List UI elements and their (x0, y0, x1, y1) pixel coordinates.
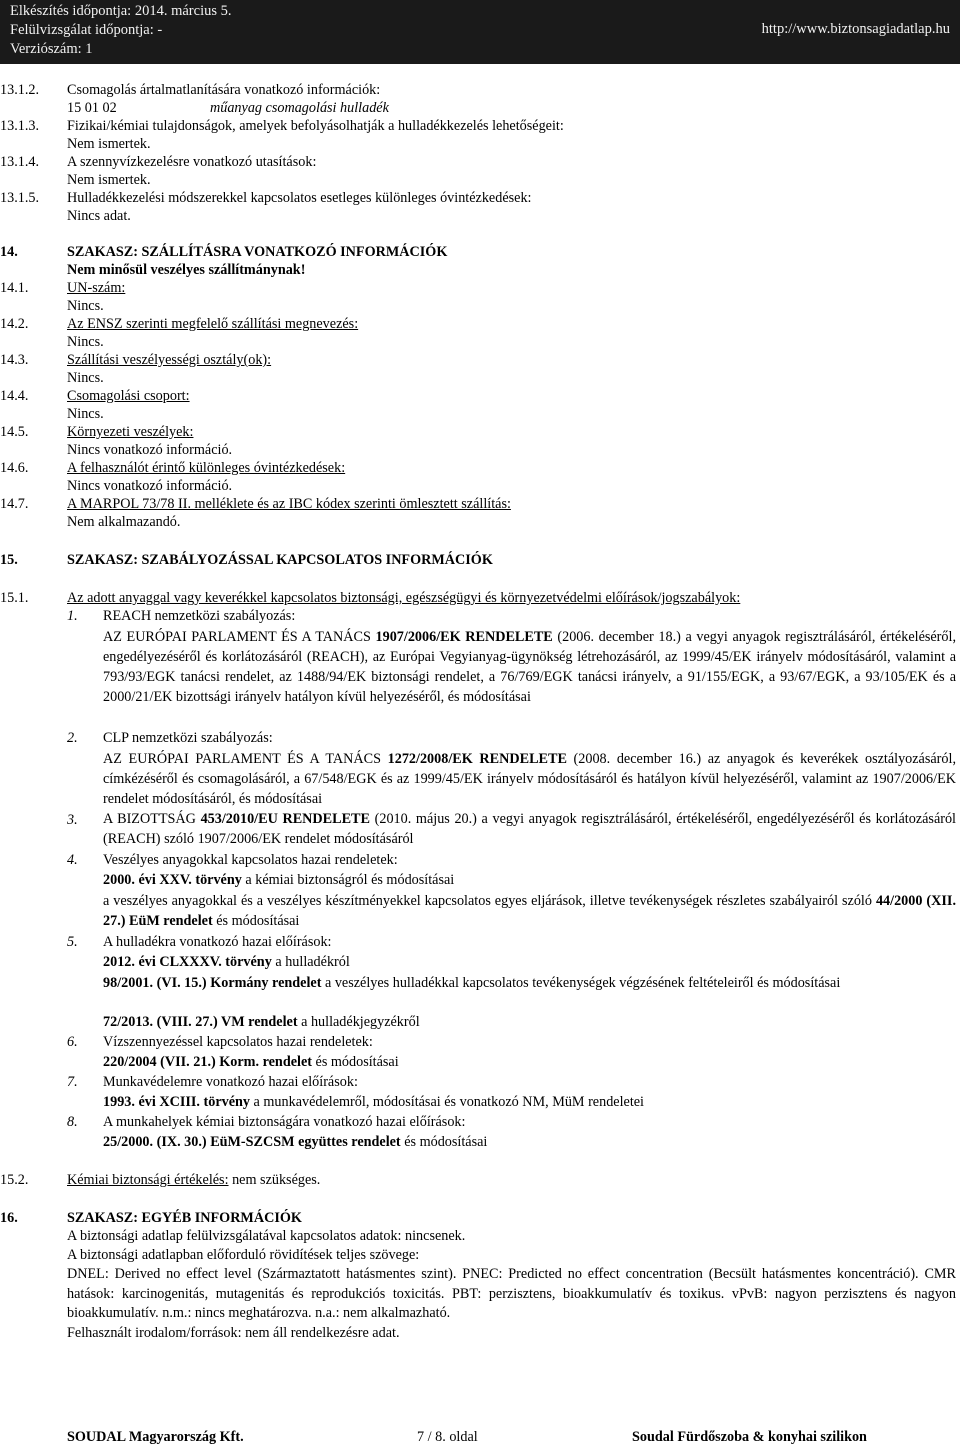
item-title: Csomagolási csoport: (67, 388, 190, 404)
reg-heading: A hulladékra vonatkozó hazai előírások: (103, 934, 332, 950)
footer-company: SOUDAL Magyarország Kft. (67, 1429, 244, 1445)
reg-text: a veszélyes anyagokkal és a veszélyes készítményekkel kapcsolatos egyes eljárások, illetve tevékenységek részletes szabályairól szóló 44/2000 (XII. 27.) EüM rendelet és módosításai (103, 893, 956, 929)
website-link[interactable]: http://www.biztonsagiadatlap.hu (761, 21, 950, 37)
item-title: Kémiai biztonsági értékelés: nem szükséges. (67, 1172, 321, 1188)
item-title: A szennyvízkezelésre vonatkozó utasítások: (67, 154, 317, 170)
item-value: Nem ismertek. (67, 136, 151, 152)
item-title: Az adott anyaggal vagy keverékkel kapcsolatos biztonsági, egészségügyi és környezetvédelmi előírások/jogszabályok: (67, 590, 741, 606)
item-number: 14.7. (0, 496, 29, 512)
item-number: 14.3. (0, 352, 29, 368)
item-value: Nincs. (67, 406, 104, 422)
reg-number: 4. (67, 852, 78, 868)
item-number: 14.2. (0, 316, 29, 332)
item-title: Az ENSZ szerinti megfelelő szállítási megnevezés: (67, 316, 359, 332)
reg-heading: CLP nemzetközi szabályozás: (103, 730, 273, 746)
reg-text: AZ EURÓPAI PARLAMENT ÉS A TANÁCS 1272/2008/EK RENDELETE (2008. december 16.) az anyagok és keverékek osztályozásáról, címkézéséről és csomagolásáról, a 67/548/EGK és az 1999/45/EK irányelv módosításáról és hatályon kívül helyezéséről, valamint az 1907/2006/EK rendelet módosításáról, és módosításai (103, 751, 956, 807)
item-title: Környezeti veszélyek: (67, 424, 194, 440)
reg-heading: Vízszennyezéssel kapcsolatos hazai rendeletek: (103, 1034, 373, 1050)
reg-text: A BIZOTTSÁG 453/2010/EU RENDELETE (2010. május 20.) a vegyi anyagok regisztrálásáról, értékeléséről, engedélyezéséről és korlátozásáról (REACH) szóló 1907/2006/EK rendelet módosításáról (103, 811, 957, 847)
revision-date: Felülvizsgálat időpontja: - (10, 22, 163, 38)
reg-number: 1. (67, 608, 78, 624)
item-value: Nem ismertek. (67, 172, 151, 188)
item-value: Nem alkalmazandó. (67, 514, 181, 530)
reg-law: 2000. évi XXV. törvény a kémiai biztonságról és módosításai (103, 872, 455, 888)
item-title: Hulladékkezelési módszerekkel kapcsolatos esetleges különleges óvintézkedések: (67, 190, 532, 206)
reg-text: AZ EURÓPAI PARLAMENT ÉS A TANÁCS 1907/2006/EK RENDELETE (2006. december 18.) a vegyi anyagok regisztrálásáról, értékeléséről, engedélyezéséről és korlátozásáról (REACH), az Európai Vegyianyag-ügynökség létrehozásáról, az 1999/45/EK irányelv módosításáról, valamint a 793/93/EGK tanácsi rendelet, az 1488/94/EK biztonsági rendelet, a 76/769/EGK tanácsi irányelv, a 91/155/EGK, a 93/67/EGK, a 93/105/EK és a 2000/21/EK bizottsági irányelv hatályon kívül helyezéséről, és módosításai (103, 629, 956, 705)
item-title: A MARPOL 73/78 II. melléklete és az IBC kódex szerinti ömlesztett szállítás: (67, 496, 511, 512)
info-line: A biztonsági adatlapban előforduló rövidítések teljes szövege: (67, 1247, 420, 1263)
reg-law: 25/2000. (IX. 30.) EüM-SZCSM együttes rendelet és módosításai (103, 1134, 488, 1150)
footer-page: 7 / 8. oldal (417, 1429, 478, 1445)
reg-number: 8. (67, 1114, 78, 1130)
reg-law: 72/2013. (VIII. 27.) VM rendelet a hulladékjegyzékről (103, 1014, 420, 1030)
item-number: 15.2. (0, 1172, 29, 1188)
item-value: Nincs. (67, 298, 104, 314)
reg-heading: Veszélyes anyagokkal kapcsolatos hazai rendeletek: (103, 852, 398, 868)
reg-law: 2012. évi CLXXXV. törvény a hulladékról (103, 954, 350, 970)
item-value: Nincs vonatkozó információ. (67, 478, 233, 494)
section-title: SZAKASZ: SZÁLLÍTÁSRA VONATKOZÓ INFORMÁCIÓK (67, 244, 448, 260)
item-value: Nincs. (67, 334, 104, 350)
item-number: 14.6. (0, 460, 29, 476)
transport-note: Nem minősül veszélyes szállítmánynak! (67, 262, 306, 278)
info-line: Felhasznált irodalom/források: nem áll rendelkezésre adat. (67, 1325, 400, 1341)
section-number: 14. (0, 244, 18, 260)
item-title: Szállítási veszélyességi osztály(ok): (67, 352, 272, 368)
reg-number: 5. (67, 934, 78, 950)
item-number: 13.1.2. (0, 82, 40, 98)
section-title: SZAKASZ: SZABÁLYOZÁSSAL KAPCSOLATOS INFORMÁCIÓK (67, 552, 493, 568)
item-title: Csomagolás ártalmatlanítására vonatkozó információk: (67, 82, 381, 98)
reg-text: 98/2001. (VI. 15.) Kormány rendelet a veszélyes hulladékkal kapcsolatos tevékenységek végzésének feltételeiről és módosításai (103, 975, 841, 991)
footer-product: Soudal Fürdőszoba & konyhai szilikon (632, 1429, 867, 1445)
item-number: 13.1.3. (0, 118, 40, 134)
info-line: A biztonsági adatlap felülvizsgálatával kapcsolatos adatok: nincsenek. (67, 1228, 466, 1244)
created-date: Elkészítés időpontja: 2014. március 5. (10, 3, 232, 19)
item-number: 14.4. (0, 388, 29, 404)
reg-heading: REACH nemzetközi szabályozás: (103, 608, 296, 624)
item-number: 15.1. (0, 590, 29, 606)
section-number: 15. (0, 552, 18, 568)
reg-number: 6. (67, 1034, 78, 1050)
abbreviations-text: DNEL: Derived no effect level (Származtatott hatásmentes szint). PNEC: Predicted no effect concentration (Becsült hatásmentes koncentráció). CMR hatások: karcinogenitás, mutagenitás és reprodukciós toxicitás. PBT: perzisztens, bioakkumulatív és toxikus. vPvB: nagyon perzisztens és nagyon bioakkumulatív. n.m.: nincs meghatározva. n.a.: nem alkalmazható. (67, 1266, 956, 1321)
reg-heading: A munkahelyek kémiai biztonságára vonatkozó hazai előírások: (103, 1114, 466, 1130)
section-number: 16. (0, 1210, 18, 1226)
item-value: Nincs. (67, 370, 104, 386)
reg-number: 7. (67, 1074, 78, 1090)
item-number: 14.1. (0, 280, 29, 296)
item-value: Nincs vonatkozó információ. (67, 442, 233, 458)
version-number: Verziószám: 1 (10, 41, 93, 57)
reg-number: 2. (67, 730, 78, 746)
item-title: Fizikai/kémiai tulajdonságok, amelyek befolyásolhatják a hulladékkezelés lehetőségeit: (67, 118, 564, 134)
item-value: Nincs adat. (67, 208, 131, 224)
reg-law: 1993. évi XCIII. törvény a munkavédelemről, módosításai és vonatkozó NM, MüM rendeletei (103, 1094, 645, 1110)
page-header (0, 0, 960, 64)
item-title: UN-szám: (67, 280, 126, 296)
reg-law: 220/2004 (VII. 21.) Korm. rendelet és módosításai (103, 1054, 399, 1070)
item-number: 13.1.4. (0, 154, 40, 170)
waste-code: 15 01 02 (67, 100, 117, 116)
item-title: A felhasználót érintő különleges óvintézkedések: (67, 460, 346, 476)
reg-number: 3. (67, 812, 78, 828)
waste-code-desc: műanyag csomagolási hulladék (210, 100, 389, 116)
item-number: 14.5. (0, 424, 29, 440)
section-title: SZAKASZ: EGYÉB INFORMÁCIÓK (67, 1210, 302, 1226)
reg-heading: Munkavédelemre vonatkozó hazai előírások: (103, 1074, 358, 1090)
item-number: 13.1.5. (0, 190, 40, 206)
